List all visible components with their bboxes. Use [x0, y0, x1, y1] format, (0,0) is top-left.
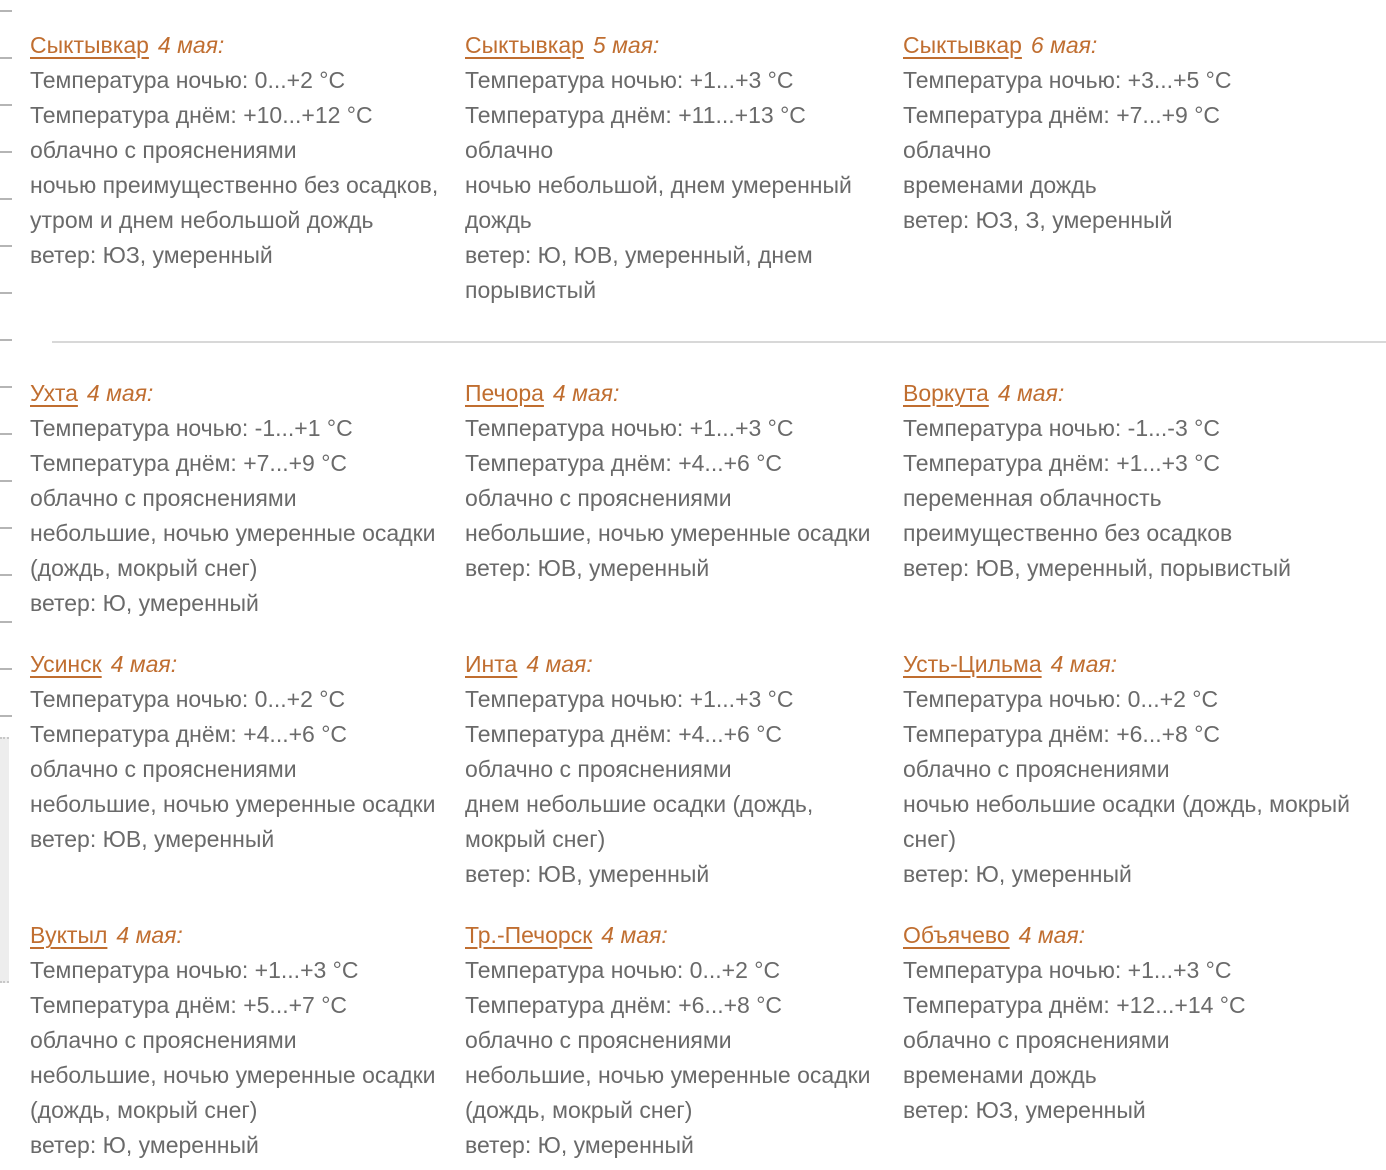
night-temp-line: Температура ночью: 0...+2 °C	[465, 957, 781, 983]
forecast-date: 4 мая:	[526, 651, 593, 677]
day-temp-line: Температура днём: +4...+6 °C	[30, 721, 348, 747]
wind-line: ветер: ЮЗ, З, умеренный	[903, 207, 1173, 233]
wind-line: ветер: Ю, ЮВ, умеренный, днем порывистый	[465, 242, 813, 303]
precipitation-line: небольшие, ночью умеренные осадки	[30, 791, 436, 817]
city-link[interactable]: Воркута	[903, 380, 989, 406]
day-temp-line: Температура днём: +4...+6 °C	[465, 721, 783, 747]
block-header	[465, 647, 885, 682]
sky-line: переменная облачность	[903, 485, 1162, 511]
scrollbar-thumb[interactable]	[0, 737, 9, 983]
night-temp-line: Температура ночью: +1...+3 °C	[465, 415, 794, 441]
day-temp-line: Температура днём: +10...+12 °C	[30, 102, 373, 128]
day-temp-line: Температура днём: +1...+3 °C	[903, 450, 1221, 476]
city-link[interactable]: Объячево	[903, 922, 1010, 948]
block-header	[465, 918, 885, 953]
day-temp-line: Температура днём: +6...+8 °C	[465, 992, 783, 1018]
block-header	[903, 376, 1368, 411]
night-temp-line: Температура ночью: +3...+5 °C	[903, 67, 1232, 93]
forecast-date: 4 мая:	[1018, 922, 1086, 948]
sky-line: облачно	[903, 137, 992, 163]
wind-line: ветер: ЮВ, умеренный	[465, 861, 710, 887]
sky-line: облачно с прояснениями	[30, 1027, 297, 1053]
day-temp-line: Температура днём: +7...+9 °C	[903, 102, 1221, 128]
city-link[interactable]: Тр.-Печорск	[465, 922, 593, 948]
day-temp-line: Температура днём: +6...+8 °C	[903, 721, 1221, 747]
sky-line: облачно с прояснениями	[465, 756, 732, 782]
sky-line: облачно с прояснениями	[903, 756, 1170, 782]
day-temp-line: Температура днём: +4...+6 °C	[465, 450, 783, 476]
block-header	[903, 28, 1368, 63]
forecast-block-ukhta	[30, 376, 465, 621]
precipitation-line: ночью небольшой, днем умеренный дождь	[465, 172, 852, 233]
night-temp-line: Температура ночью: +1...+3 °C	[465, 686, 794, 712]
day-temp-line: Температура днём: +7...+9 °C	[30, 450, 348, 476]
block-header	[903, 647, 1368, 682]
forecast-date: 6 мая:	[1030, 32, 1098, 58]
precipitation-line: небольшие, ночью умеренные осадки (дождь, мокрый снег)	[30, 1062, 436, 1123]
wind-line: ветер: Ю, умеренный	[465, 1132, 694, 1158]
wind-line: ветер: ЮВ, умеренный	[30, 826, 275, 852]
forecast-date: 4 мая:	[1050, 651, 1118, 677]
forecast-block-syktyvkar-6	[903, 28, 1386, 238]
city-link[interactable]: Сыктывкар	[903, 32, 1022, 58]
block-header	[465, 376, 885, 411]
forecast-date: 4 мая:	[552, 380, 620, 406]
sky-line: облачно с прояснениями	[30, 485, 297, 511]
night-temp-line: Температура ночью: -1...+1 °C	[30, 415, 353, 441]
precipitation-line: преимущественно без осадков	[903, 520, 1233, 546]
night-temp-line: Температура ночью: 0...+2 °C	[30, 686, 346, 712]
day-temp-line: Температура днём: +5...+7 °C	[30, 992, 348, 1018]
wind-line: ветер: Ю, умеренный	[30, 1132, 259, 1158]
forecast-date: 4 мая:	[601, 922, 668, 948]
night-temp-line: Температура ночью: -1...-3 °C	[903, 415, 1220, 441]
sky-line: облачно с прояснениями	[465, 1027, 732, 1053]
precipitation-line: ночью небольшие осадки (дождь, мокрый снег)	[903, 791, 1350, 852]
precipitation-line: днем небольшие осадки (дождь, мокрый снег)	[465, 791, 814, 852]
city-link[interactable]: Сыктывкар	[465, 32, 584, 58]
wind-line: ветер: ЮЗ, умеренный	[30, 242, 273, 268]
forecast-date: 4 мая:	[86, 380, 154, 406]
block-header	[30, 647, 447, 682]
night-temp-line: Температура ночью: 0...+2 °C	[903, 686, 1219, 712]
city-link[interactable]: Инта	[465, 651, 518, 677]
sky-line: облачно с прояснениями	[465, 485, 732, 511]
wind-line: ветер: ЮЗ, умеренный	[903, 1097, 1146, 1123]
precipitation-line: временами дождь	[903, 172, 1097, 198]
forecast-date: 4 мая:	[157, 32, 225, 58]
sky-line: облачно с прояснениями	[30, 756, 297, 782]
wind-line: ветер: ЮВ, умеренный, порывистый	[903, 555, 1292, 581]
precipitation-line: небольшие, ночью умеренные осадки (дождь, мокрый снег)	[30, 520, 436, 581]
night-temp-line: Температура ночью: 0...+2 °C	[30, 67, 346, 93]
forecast-block-syktyvkar-5	[465, 28, 903, 308]
forecast-block-usinsk	[30, 647, 465, 857]
city-link[interactable]: Вуктыл	[30, 922, 108, 948]
wind-line: ветер: ЮВ, умеренный	[465, 555, 710, 581]
forecast-block-inta	[465, 647, 903, 892]
city-link[interactable]: Усть-Цильма	[903, 651, 1042, 677]
day-temp-line: Температура днём: +12...+14 °C	[903, 992, 1246, 1018]
city-link[interactable]: Ухта	[30, 380, 78, 406]
block-header	[465, 28, 885, 63]
forecast-block-syktyvkar-4	[30, 28, 465, 273]
section-syktyvkar-days	[30, 28, 1386, 308]
night-temp-line: Температура ночью: +1...+3 °C	[30, 957, 359, 983]
block-header	[30, 376, 447, 411]
block-header	[903, 918, 1368, 953]
wind-line: ветер: Ю, умеренный	[30, 590, 259, 616]
precipitation-line: ночью преимущественно без осадков, утром и днем небольшой дождь	[30, 172, 439, 233]
sky-line: облачно с прояснениями	[903, 1027, 1170, 1053]
forecast-date: 4 мая:	[110, 651, 178, 677]
forecast-block-obyachevo	[903, 918, 1386, 1128]
forecast-date: 5 мая:	[592, 32, 660, 58]
city-link[interactable]: Печора	[465, 380, 544, 406]
section-regional-cities	[30, 376, 1386, 1163]
forecast-block-troitsko-pechorsk	[465, 918, 903, 1163]
city-link[interactable]: Сыктывкар	[30, 32, 149, 58]
sky-line: облачно	[465, 137, 554, 163]
precipitation-line: небольшие, ночью умеренные осадки	[465, 520, 871, 546]
night-temp-line: Температура ночью: +1...+3 °C	[903, 957, 1232, 983]
section-divider	[52, 341, 1386, 343]
night-temp-line: Температура ночью: +1...+3 °C	[465, 67, 794, 93]
wind-line: ветер: Ю, умеренный	[903, 861, 1132, 887]
forecast-block-vorkuta	[903, 376, 1386, 586]
forecast-block-vuktyl	[30, 918, 465, 1163]
sky-line: облачно с прояснениями	[30, 137, 297, 163]
forecast-block-pechora	[465, 376, 903, 586]
precipitation-line: небольшие, ночью умеренные осадки (дождь, мокрый снег)	[465, 1062, 871, 1123]
forecast-date: 4 мая:	[997, 380, 1065, 406]
forecast-date: 4 мая:	[116, 922, 183, 948]
block-header	[30, 28, 447, 63]
day-temp-line: Температура днём: +11...+13 °C	[465, 102, 806, 128]
city-link[interactable]: Усинск	[30, 651, 102, 677]
block-header	[30, 918, 447, 953]
precipitation-line: временами дождь	[903, 1062, 1097, 1088]
left-ruler-ticks	[0, 10, 12, 726]
forecast-block-ust-tsilma	[903, 647, 1386, 892]
